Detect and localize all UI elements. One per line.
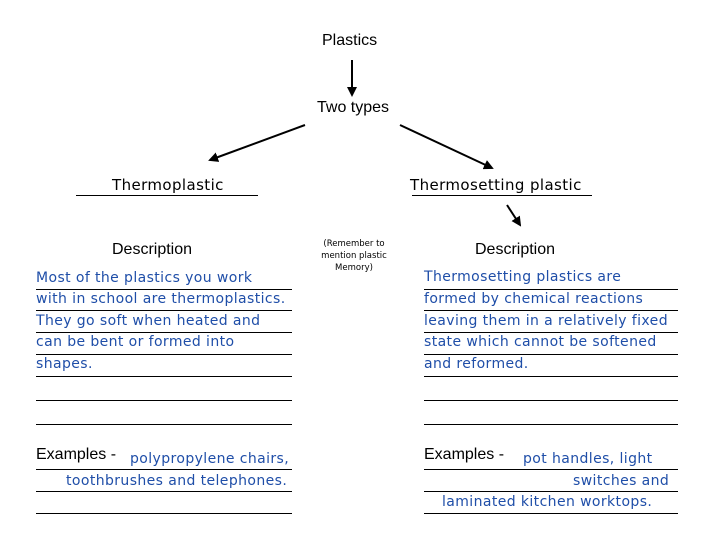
left-write-line — [36, 332, 292, 333]
right-examples-line-2: switches and — [573, 473, 670, 489]
left-write-line — [36, 424, 292, 425]
right-write-line — [424, 354, 678, 355]
left-description-line-4: can be bent or formed into — [36, 334, 235, 350]
left-examples-line-2: toothbrushes and telephones. — [66, 473, 288, 489]
left-examples-line — [36, 513, 292, 514]
right-examples-line-1: pot handles, light — [523, 451, 653, 467]
right-examples-line — [424, 513, 678, 514]
right-description-line-1: Thermosetting plastics are — [424, 269, 622, 285]
left-description-label: Description — [112, 241, 193, 258]
right-description-line-4: state which cannot be softened — [424, 334, 657, 350]
diagram-title: Plastics — [322, 32, 378, 49]
right-description-line-3: leaving them in a relatively fixed — [424, 313, 668, 329]
reminder-note-line-1: (Remember to — [323, 239, 385, 249]
left-examples-label: Examples - — [36, 446, 117, 463]
reminder-note-line-2: mention plastic — [321, 251, 387, 261]
left-write-line — [36, 376, 292, 377]
arrow-to-thermoplastic — [210, 125, 305, 160]
thermosetting-heading: Thermosetting plastic — [410, 176, 582, 194]
left-examples-line — [36, 469, 292, 470]
right-description-label: Description — [475, 241, 556, 258]
left-description-line-1: Most of the plastics you work — [36, 270, 253, 286]
right-write-line — [424, 400, 678, 401]
left-examples-line-1: polypropylene chairs, — [130, 451, 290, 467]
left-examples-line — [36, 491, 292, 492]
thermosetting-heading-underline — [412, 195, 592, 196]
right-write-line — [424, 376, 678, 377]
right-write-line — [424, 289, 678, 290]
left-description-line-2: with in school are thermoplastics. — [36, 291, 286, 307]
thermoplastic-heading: Thermoplastic — [112, 176, 224, 194]
right-examples-label: Examples - — [424, 446, 505, 463]
left-description-line-3: They go soft when heated and — [36, 313, 261, 329]
left-write-line — [36, 400, 292, 401]
right-description-line-5: and reformed. — [424, 356, 529, 372]
left-write-line — [36, 310, 292, 311]
right-examples-line — [424, 469, 678, 470]
right-write-line — [424, 310, 678, 311]
left-write-line — [36, 354, 292, 355]
arrow-to-thermosetting — [400, 125, 492, 168]
reminder-note — [298, 238, 410, 274]
reminder-note-line-3: Memory) — [335, 263, 373, 273]
arrow-to-right-description — [507, 205, 520, 225]
diagram-subtitle: Two types — [317, 99, 390, 116]
right-examples-line-3: laminated kitchen worktops. — [442, 494, 653, 510]
right-write-line — [424, 424, 678, 425]
thermoplastic-heading-underline — [76, 195, 258, 196]
right-examples-line — [424, 491, 678, 492]
left-write-line — [36, 289, 292, 290]
left-description-line-5: shapes. — [36, 356, 93, 372]
right-write-line — [424, 332, 678, 333]
right-description-line-2: formed by chemical reactions — [424, 291, 644, 307]
